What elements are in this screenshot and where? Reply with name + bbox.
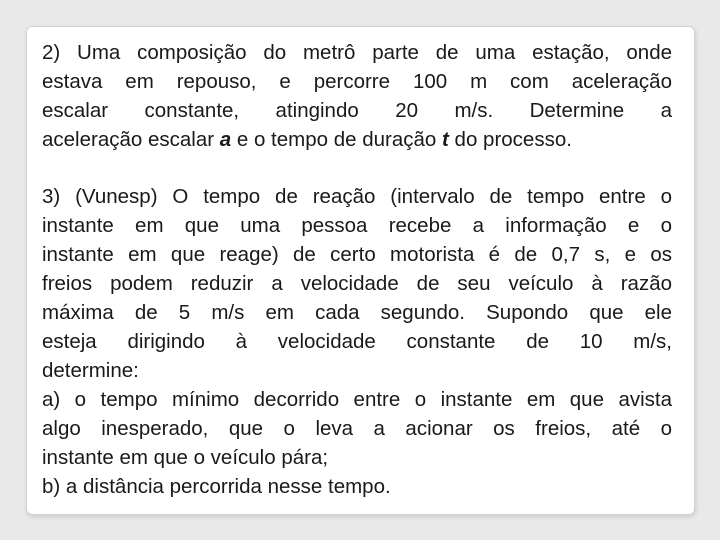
question-3-item-a-line: instante em que o veículo pára; — [42, 446, 329, 469]
question-2-text: do processo. — [448, 128, 572, 151]
question-2-line: estava em repouso, e percorre 100 m com aceleração — [42, 70, 672, 93]
question-2-line: 2) Uma composição do metrô parte de uma estação, onde — [42, 41, 672, 64]
question-3-line: freios podem reduzir a velocidade de seu veículo à razão — [42, 272, 672, 295]
variable-t: t — [442, 128, 449, 151]
question-2-last-line — [42, 125, 672, 154]
question-2-text: e o tempo de duração — [231, 128, 443, 151]
variable-a: a — [219, 128, 232, 151]
question-2 — [42, 38, 672, 154]
question-3-line: instante em que reage) de certo motorista é de 0,7 s, e os — [42, 243, 672, 266]
question-3-line: máxima de 5 m/s em cada segundo. Supondo que ele — [42, 301, 672, 324]
question-2-text: aceleração escalar — [42, 128, 220, 151]
question-3-item-a-line: a) o tempo mínimo decorrido entre o instante em que avista — [42, 388, 672, 411]
question-3 — [42, 182, 672, 501]
question-3-line: esteja dirigindo à velocidade constante de 10 m/s, — [42, 330, 672, 353]
question-3-item-b-line: b) a distância percorrida nesse tempo. — [42, 475, 391, 498]
question-3-line: determine: — [42, 359, 139, 382]
question-3-item-a-line: algo inesperado, que o leva a acionar os freios, até o — [42, 417, 672, 440]
question-3-line: instante em que uma pessoa recebe a informação e o — [42, 214, 672, 237]
question-3-line: 3) (Vunesp) O tempo de reação (intervalo de tempo entre o — [42, 185, 672, 208]
question-2-line: escalar constante, atingindo 20 m/s. Determine a — [42, 99, 672, 122]
